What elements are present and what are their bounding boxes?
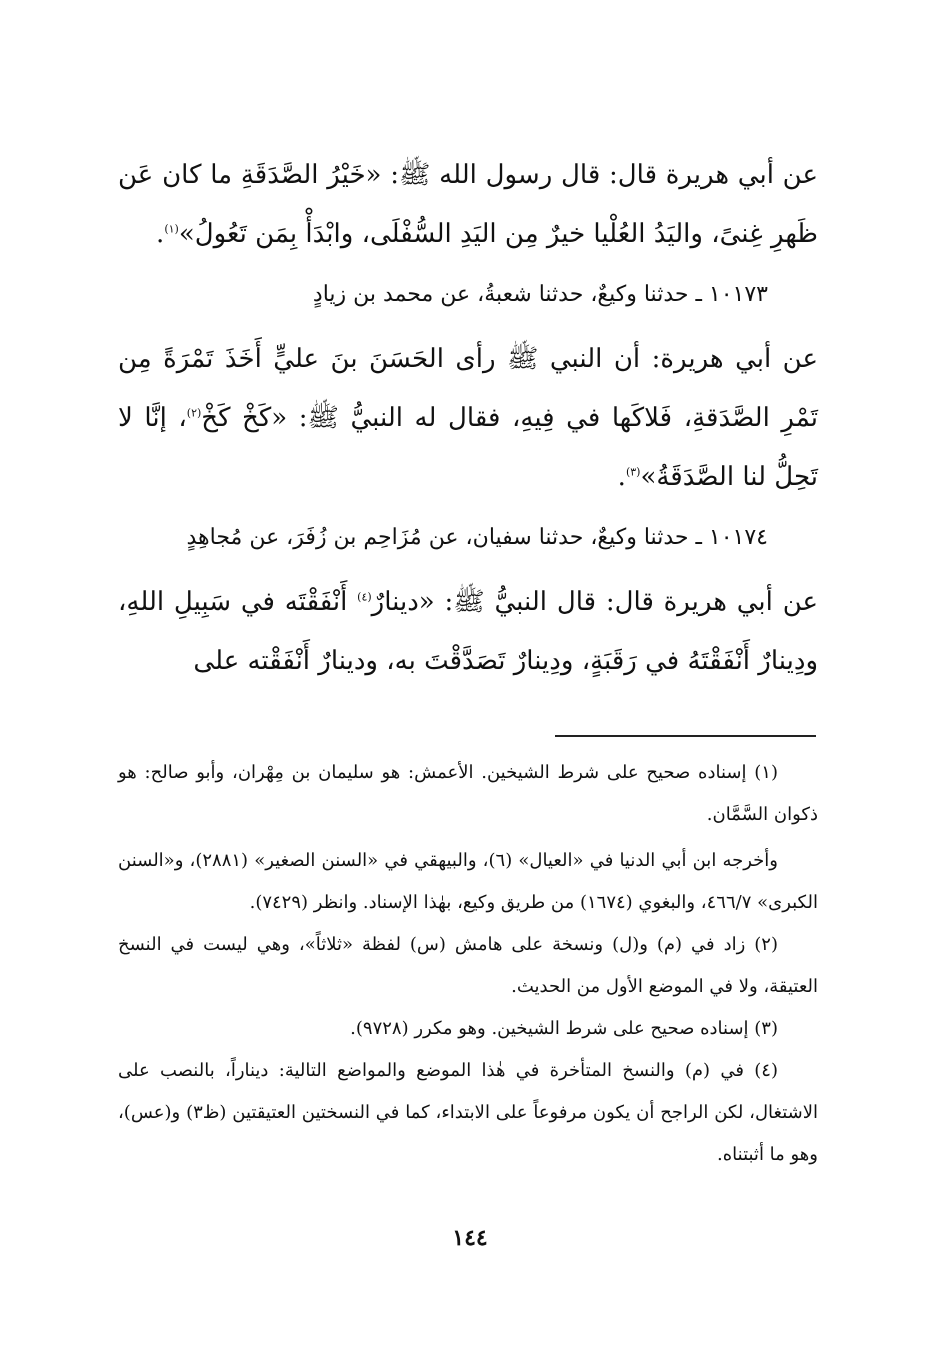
- hadith-text-2: [118, 330, 818, 507]
- hadith-2-matn-b: ، إنَّا لا تَحِلُّ لنا الصَّدَقَةُ»: [118, 403, 818, 492]
- hadith-text-1: [118, 146, 818, 264]
- footnote-1-continuation: وأخرجه ابن أبي الدنيا في «العيال» (٦)، والبيهقي في «السنن الصغير» (٢٨٨١)، و«السنن الكبرى» ٤٦٦/٧، والبغوي (١٦٧٤) من طريق وكيع، بهٰذا الإسناد. وانظر (٧٤٢٩).: [118, 850, 818, 913]
- footnotes: [118, 752, 818, 1176]
- hadith-2-end: .: [617, 462, 626, 492]
- footnote-2: (٢) زاد في (م) و(ل) ونسخة على هامش (س) لفظة «ثلاثاً»، وهي ليست في النسخ العتيقة، ولا في الموضع الأول من الحديث.: [118, 934, 818, 997]
- hadith-isnad-10173: ١٠١٧٣ ـ حدثنا وكيعٌ، حدثنا شعبةُ، عن محمد بن زيادٍ: [312, 282, 768, 307]
- hadith-3-matn-b: أَنْفَقْتَه في سَبِيلِ اللهِ، ودِينارٌ أَنْفَقْتَهُ في رَقَبَةٍ، ودِينارٌ تَصَدَّقْتَ به، ودينارٌ أَنْفَقْته على: [118, 587, 818, 676]
- footnote-ref-4: (٤): [357, 590, 372, 604]
- hadith-3-matn-a: عن أبي هريرة قال: قال النبيُّ ﷺ: «دينارٌ: [371, 587, 819, 617]
- main-text: [118, 142, 818, 691]
- footnote-ref-2: (٢): [186, 406, 202, 420]
- footnote-3: (٣) إسناده صحيح على شرط الشيخين. وهو مكرر (٩٧٢٨).: [350, 1018, 778, 1039]
- footnote-ref-1: (١): [164, 222, 179, 236]
- hadith-isnad-10174: ١٠١٧٤ ـ حدثنا وكيعٌ، حدثنا سفيان، عن مُزَاحِم بن زُفَرَ، عن مُجاهِدٍ: [186, 525, 768, 550]
- footnote-separator: [555, 735, 816, 737]
- hadith-1-end: .: [156, 219, 165, 249]
- hadith-2-matn-a: عن أبي هريرة: أن النبي ﷺ رأى الحَسَنَ بنَ عليٍّ أَخَذَ تَمْرَةً مِن تَمْرِ الصَّدَقةِ، فَلاكَها في فِيهِ، فقال له النبيُّ ﷺ: «كَخْ كَخْ: [118, 344, 818, 433]
- page-number: ١٤٤: [452, 1225, 488, 1251]
- footnote-4: (٤) في (م) والنسخ المتأخرة في هٰذا الموضع والمواضع التالية: ديناراً، بالنصب على الاشتغال، لكن الراجح أن يكون مرفوعاً على الابتداء، كما في النسختين العتيقتين (ظ٣) و(عس)، وهو ما أثبتناه.: [118, 1060, 818, 1165]
- hadith-1-matn: عن أبي هريرة قال: قال رسول الله ﷺ: «خَيْرُ الصَّدَقَةِ ما كان عَن ظَهرِ غِنىً، واليَدُ العُلْيا خيرٌ مِن اليَدِ السُّفْلَى، وابْدَأْ بِمَن تَعُولُ»: [118, 160, 818, 249]
- footnote-1: (١) إسناده صحيح على شرط الشيخين. الأعمش: هو سليمان بن مِهْران، وأبو صالح: هو ذكوان السَّمَّان.: [118, 762, 818, 825]
- hadith-text-3: [118, 573, 818, 691]
- footnote-ref-3: (٣): [625, 465, 641, 479]
